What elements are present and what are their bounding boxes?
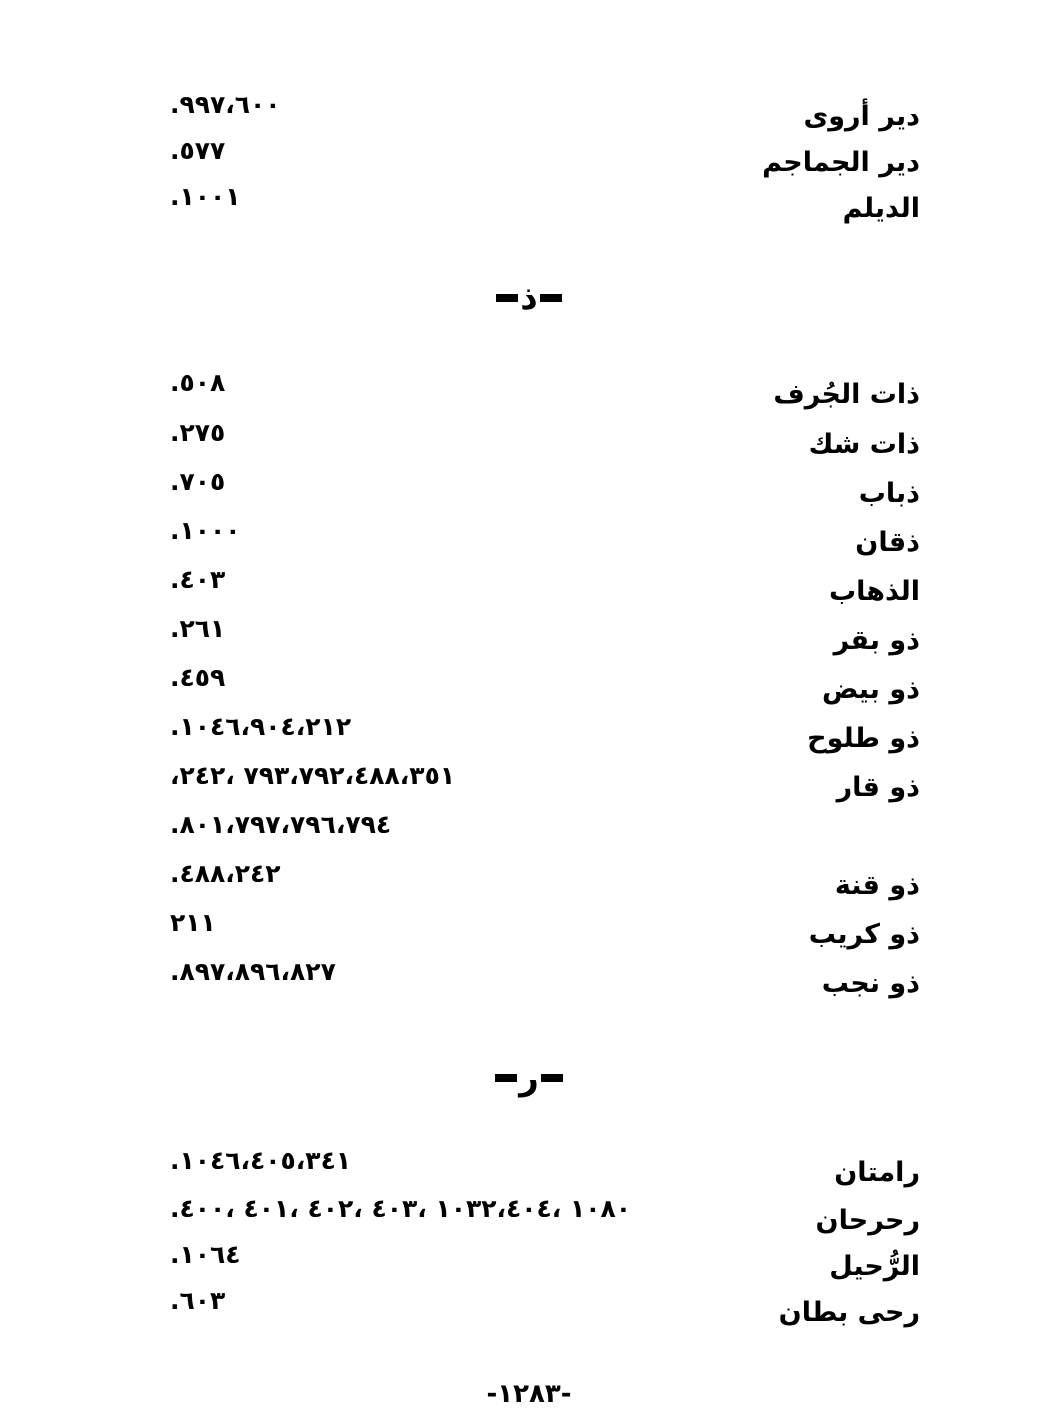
entry-page-refs: .٥٠٨ bbox=[170, 368, 226, 397]
entry-page-refs: .١٠٠١ bbox=[170, 182, 241, 211]
index-entry bbox=[160, 957, 920, 1001]
entry-page-refs: .٩٩٧،٦٠٠ bbox=[170, 90, 281, 119]
entry-place-name: ذو طلوح bbox=[807, 723, 920, 754]
index-entry bbox=[160, 368, 920, 412]
entry-place-name: الرُّحيل bbox=[829, 1251, 920, 1282]
index-entry bbox=[160, 1146, 920, 1190]
entry-place-name: ذات شك bbox=[808, 429, 920, 460]
entry-page-refs: ٢١١ bbox=[170, 908, 216, 937]
entry-place-name: الذهاب bbox=[829, 576, 920, 607]
heading-dash-left bbox=[496, 294, 518, 302]
section-letter: ر bbox=[519, 1057, 539, 1098]
entry-place-name: ذو قنة bbox=[834, 870, 920, 901]
section-heading bbox=[0, 1056, 1058, 1098]
heading-dash-right bbox=[540, 294, 562, 302]
section-letter: ذ bbox=[520, 277, 538, 318]
entry-place-name: ذباب bbox=[858, 478, 920, 509]
index-entry bbox=[160, 90, 920, 134]
index-entry bbox=[160, 565, 920, 609]
entry-place-name: رامتان bbox=[834, 1157, 920, 1188]
heading-dash-right bbox=[541, 1074, 563, 1082]
index-entry bbox=[160, 516, 920, 560]
entry-place-name: ذقان bbox=[855, 527, 920, 558]
entry-place-name: ذو نجب bbox=[821, 968, 920, 999]
entry-place-name: ذو كريب bbox=[808, 919, 920, 950]
entry-page-refs: .٢٦١ bbox=[170, 614, 226, 643]
index-entry bbox=[160, 663, 920, 707]
entry-page-refs: .٢٧٥ bbox=[170, 418, 226, 447]
entry-page-refs: .٤٠٣ bbox=[170, 565, 226, 594]
entry-page-refs: .١٠٦٤ bbox=[170, 1240, 241, 1269]
index-entry bbox=[160, 182, 920, 226]
section-heading bbox=[0, 276, 1058, 318]
entry-page-refs: .١٠٤٦،٤٠٥،٣٤١ bbox=[170, 1146, 352, 1175]
entry-place-name: ذو بقر bbox=[833, 625, 920, 656]
page-number: -١٢٨٣- bbox=[486, 1379, 572, 1409]
entry-page-refs: .١٠٨٠ ،١٠٣٢،٤٠٤ ،٤٠٣ ،٤٠٢ ،٤٠١ ،٤٠٠ bbox=[170, 1194, 631, 1223]
entry-page-refs: .١٠٠٠ bbox=[170, 516, 241, 545]
index-entry bbox=[160, 908, 920, 952]
index-entry bbox=[160, 712, 920, 756]
entry-place-name: ذات الجُرف bbox=[773, 379, 920, 410]
entry-place-name: دير الجماجم bbox=[762, 147, 920, 178]
entry-page-refs: .٦٠٣ bbox=[170, 1286, 226, 1315]
entry-page-refs: .٤٨٨،٢٤٢ bbox=[170, 859, 281, 888]
index-entry bbox=[160, 761, 920, 805]
index-entry bbox=[160, 136, 920, 180]
entry-page-refs: .٧٠٥ bbox=[170, 467, 226, 496]
index-entry bbox=[160, 859, 920, 903]
entry-place-name: ذو قار bbox=[836, 772, 920, 803]
entry-page-refs: .٨٩٧،٨٩٦،٨٢٧ bbox=[170, 957, 336, 986]
entry-place-name: دير أروى bbox=[803, 101, 920, 132]
index-entry bbox=[160, 614, 920, 658]
entry-place-name: ذو بيض bbox=[821, 674, 920, 705]
entry-place-name: الديلم bbox=[842, 193, 920, 224]
index-entry bbox=[160, 1240, 920, 1284]
index-entry bbox=[160, 1286, 920, 1330]
index-entry bbox=[160, 1194, 920, 1238]
heading-dash-left bbox=[495, 1074, 517, 1082]
index-entry bbox=[160, 467, 920, 511]
entry-page-refs: .٨٠١،٧٩٧،٧٩٦،٧٩٤ bbox=[170, 810, 392, 839]
index-entry-continuation bbox=[160, 810, 920, 854]
entry-place-name: رحرحان bbox=[815, 1205, 920, 1236]
entry-page-refs: .٥٧٧ bbox=[170, 136, 226, 165]
entry-place-name: رحى بطان bbox=[778, 1297, 920, 1328]
entry-page-refs: ،٧٩٣،٧٩٢،٤٨٨،٣٥١ ،٢٤٢ bbox=[170, 761, 456, 790]
index-entry bbox=[160, 418, 920, 462]
entry-page-refs: .١٠٤٦،٩٠٤،٢١٢ bbox=[170, 712, 352, 741]
entry-page-refs: .٤٥٩ bbox=[170, 663, 226, 692]
